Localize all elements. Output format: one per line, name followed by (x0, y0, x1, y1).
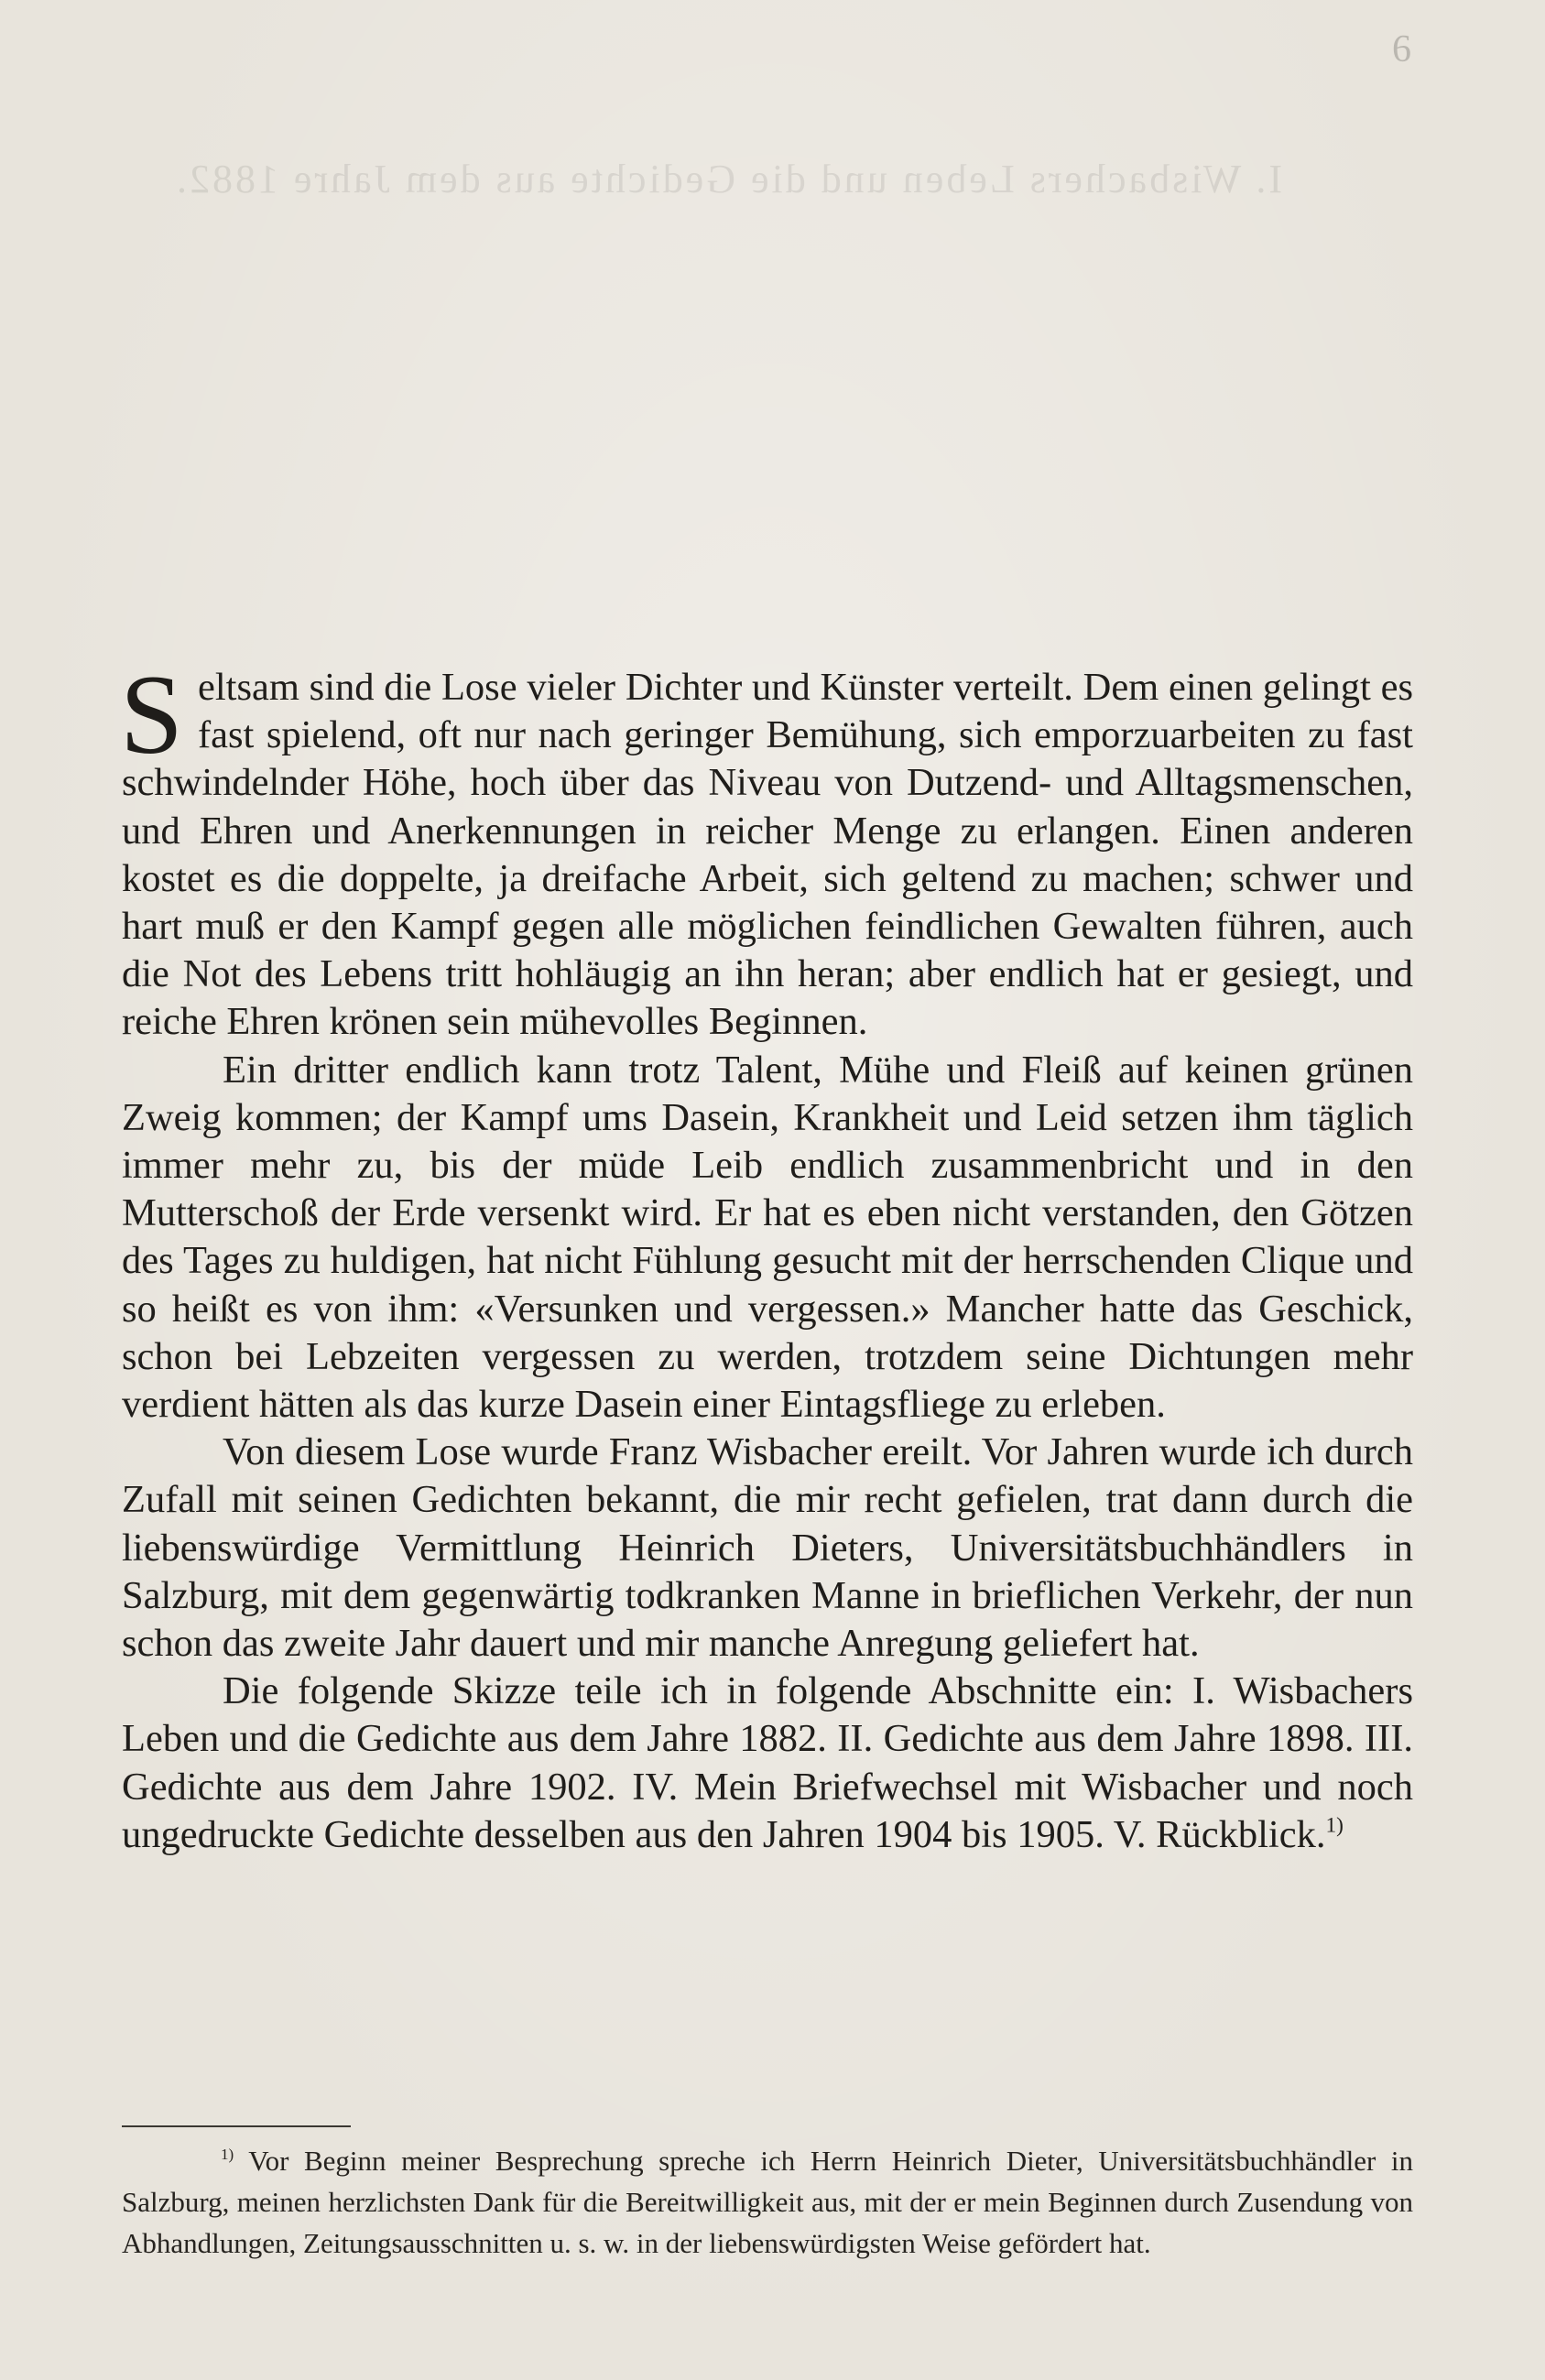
footnote-marker: 1) (221, 2146, 234, 2164)
paragraph-4-text: Die folgende Skizze teile ich in folgende Abschnitte ein: I. Wisbachers Leben und die Gedichte aus dem Jahre 1882. II. Gedichte aus dem Jahre 1898. III. Gedichte aus dem Jahre 1902. IV. Mein Briefwechsel mit Wisbacher und noch ungedruckte Gedichte desselben aus den Jahren 1904 bis 1905. V. Rückblick. (122, 1669, 1413, 1856)
paragraph-1 (120, 652, 1413, 1047)
footnote-text: Vor Beginn meiner Besprechung spreche ich Herrn Heinrich Dieter, Universitätsbuchhändler in Salzburg, meinen herzlichsten Dank für die Bereitwilligkeit aus, mit der er mein Beginnen durch Zusendung von Abhandlungen, Zeitungsausschnitten u. s. w. in der liebenswürdigsten Weise gefördert hat. (122, 2145, 1413, 2259)
drop-cap: S (120, 652, 183, 777)
paragraph-2: Ein dritter endlich kann trotz Talent, Mühe und Fleiß auf keinen grünen Zweig kommen; der Kampf ums Dasein, Krankheit und Leid setzen ihm täglich immer mehr zu, bis der müde Leib endlich zusammenbricht und in den Mutterschoß der Erde versenkt wird. Er hat es eben nicht verstanden, den Götzen des Tages zu huldigen, hat nicht Fühlung gesucht mit der herrschenden Clique und so heißt es von ihm: «Versunken und vergessen.» Mancher hatte das Geschick, schon bei Lebzeiten vergessen zu werden, trotzdem seine Dichtungen mehr verdient hätten als das kurze Dasein einer Eintagsfliege zu erleben. (122, 1048, 1413, 1427)
footnote (122, 2140, 1413, 2264)
bleed-through-heading: I. Wisbachers Leben und die Gedichte aus dem Jahre 1882. (174, 157, 1283, 201)
footnote-divider (122, 2125, 351, 2127)
paragraph-1-text: eltsam sind die Lose vieler Dichter und Künster verteilt. Dem einen gelingt es fast spielend, oft nur nach geringer Bemühung, sich emporzuarbeiten zu fast schwindelnder Höhe, hoch über das Niveau von Dutzend- und Alltagsmenschen, und Ehren und Anerkennungen in reicher Menge zu erlangen. Einen anderen kostet es die doppelte, ja dreifache Arbeit, sich geltend zu machen; schwer und hart muß er den Kampf gegen alle möglichen feindlichen Gewalten führen, auch die Not des Lebens tritt hohläugig an ihn heran; aber endlich hat er gesiegt, und reiche Ehren krönen sein mühevolles Beginnen. (122, 666, 1413, 1044)
paragraph-4 (122, 1668, 1413, 1859)
page-corner-mark: 6 (1392, 28, 1411, 71)
body-text (120, 652, 1413, 1859)
paragraph-3: Von diesem Lose wurde Franz Wisbacher ereilt. Vor Jahren wurde ich durch Zufall mit seinen Gedichten bekannt, die mir recht gefielen, trat dann durch die liebenswürdige Vermittlung Heinrich Dieters, Universitätsbuchhändlers in Salzburg, mit dem gegenwärtig todkranken Manne in brieflichen Verkehr, der nun schon das zweite Jahr dauert und mir manche Anregung geliefert hat. (122, 1430, 1413, 1666)
footnote-reference[interactable]: 1) (1325, 1813, 1344, 1838)
